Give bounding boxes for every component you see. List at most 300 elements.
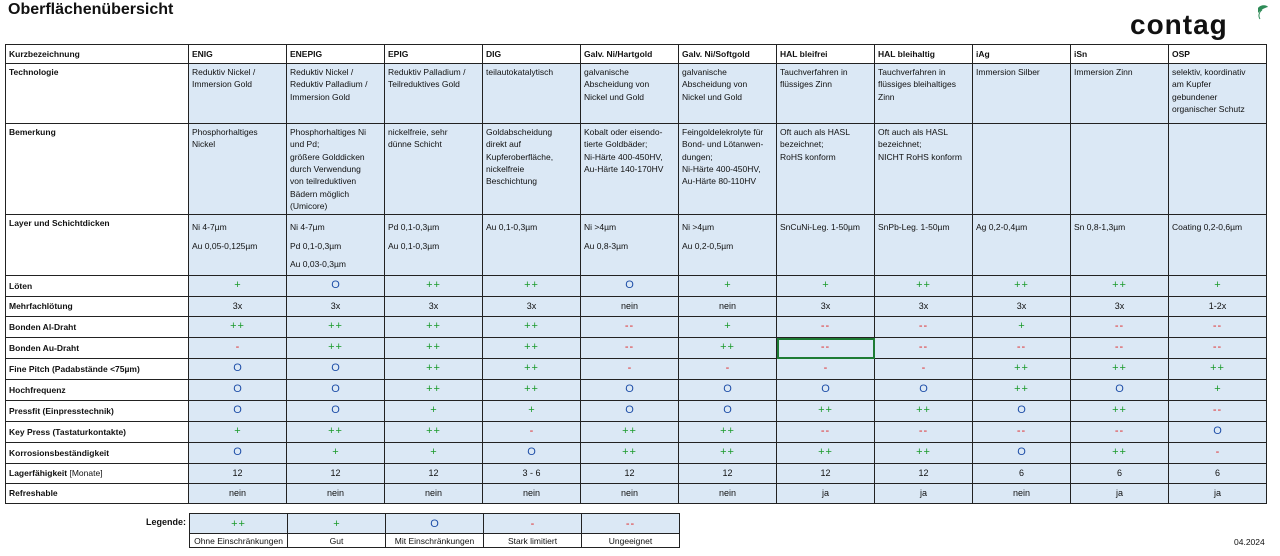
rating-cell[interactable] [483, 463, 581, 483]
table-cell[interactable] [973, 215, 1071, 276]
rating-cell[interactable] [581, 338, 679, 359]
rating-cell[interactable] [287, 317, 385, 338]
cell-value: 12 [918, 467, 929, 478]
rating-cell[interactable] [679, 359, 777, 380]
table-cell[interactable] [777, 124, 875, 215]
rating-cell[interactable] [875, 442, 973, 463]
rating-cell[interactable] [385, 338, 483, 359]
row-label[interactable] [6, 317, 189, 338]
rating-cell[interactable] [875, 400, 973, 421]
rating-symbol: -- [918, 320, 929, 333]
rating-cell[interactable] [385, 297, 483, 317]
rating-cell[interactable] [1169, 338, 1267, 359]
rating-cell[interactable] [287, 359, 385, 380]
rating-cell[interactable] [679, 483, 777, 503]
rating-cell[interactable] [483, 400, 581, 421]
table-cell[interactable] [287, 215, 385, 276]
rating-cell[interactable] [875, 338, 973, 359]
rating-symbol: - [627, 362, 632, 374]
column-header-text: Galv. Ni/Softgold [682, 48, 750, 59]
rating-symbol: -- [1114, 341, 1125, 354]
rating-cell[interactable] [483, 338, 581, 359]
rating-cell[interactable] [483, 379, 581, 400]
column-header[interactable] [385, 45, 483, 64]
row-label[interactable] [6, 359, 189, 380]
rating-cell[interactable] [973, 463, 1071, 483]
rating-cell[interactable] [189, 379, 287, 400]
rating-cell[interactable] [875, 421, 973, 442]
rating-cell[interactable] [287, 297, 385, 317]
cell-line: dungen; [682, 151, 713, 162]
cell-line: SnPb-Leg. 1-50µm [878, 222, 950, 233]
rating-cell[interactable] [1169, 379, 1267, 400]
cell-value: nein [228, 487, 246, 498]
cell-line: Au 0,8-3µm [584, 240, 629, 251]
column-header-text: Galv. Ni/Hartgold [584, 48, 653, 59]
rating-cell[interactable] [1071, 297, 1169, 317]
rating-cell[interactable] [385, 483, 483, 503]
rating-cell[interactable] [581, 379, 679, 400]
row-label[interactable] [6, 442, 189, 463]
cell-value: ja [821, 487, 829, 498]
rating-cell[interactable] [287, 400, 385, 421]
legend-symbol-cell [484, 514, 582, 534]
row-label-text: Bonden Al-Draht [9, 321, 77, 332]
rating-cell[interactable] [189, 463, 287, 483]
table-cell[interactable] [287, 64, 385, 124]
row-label-text: Technologie [9, 67, 59, 77]
legend-symbol-cell [386, 514, 484, 534]
table-cell[interactable] [679, 124, 777, 215]
row-label[interactable] [6, 463, 189, 483]
table-cell[interactable] [777, 64, 875, 124]
rating-symbol: ++ [426, 362, 441, 374]
row-label[interactable] [6, 483, 189, 503]
rating-symbol: O [331, 382, 340, 395]
row-label-text: Lagerfähigkeit [9, 468, 68, 479]
legend-text-cell [190, 534, 288, 548]
cell-line: Reduktiv Nickel / [290, 67, 354, 77]
rating-symbol: -- [1212, 320, 1223, 333]
rating-symbol: + [234, 424, 241, 437]
column-header-text: iSn [1074, 48, 1088, 59]
table-cell[interactable] [1169, 215, 1267, 276]
table-cell[interactable] [973, 64, 1071, 124]
rating-symbol: O [1017, 445, 1026, 458]
table-cell[interactable] [385, 64, 483, 124]
rating-cell[interactable] [679, 317, 777, 338]
cell-value: 12 [820, 467, 831, 478]
cell-value: 1-2x [1208, 301, 1227, 312]
cell-line: Reduktiv Palladium / [290, 79, 368, 90]
table-cell[interactable] [1071, 215, 1169, 276]
rating-cell[interactable] [483, 317, 581, 338]
legend-text: Mit Einschränkungen [394, 535, 475, 546]
rating-cell[interactable] [1169, 297, 1267, 317]
cell-line: teilautokatalytisch [486, 67, 554, 77]
rating-cell[interactable] [385, 359, 483, 380]
cell-line: direkt auf [486, 139, 521, 150]
rating-cell[interactable] [1169, 442, 1267, 463]
table-cell[interactable] [1169, 64, 1267, 124]
row-label[interactable] [6, 64, 189, 124]
column-header[interactable] [189, 45, 287, 64]
column-header[interactable] [1169, 45, 1267, 64]
rating-symbol: -- [820, 424, 831, 437]
rating-cell[interactable] [287, 483, 385, 503]
rating-cell[interactable] [287, 421, 385, 442]
rating-cell[interactable] [1169, 463, 1267, 483]
rating-cell[interactable] [581, 297, 679, 317]
rating-cell[interactable] [679, 338, 777, 359]
cell-value: 6 [1116, 467, 1122, 478]
rating-cell[interactable] [189, 400, 287, 421]
rating-cell[interactable] [973, 317, 1071, 338]
table-row [6, 64, 1267, 124]
rating-cell[interactable] [287, 379, 385, 400]
cell-line: Immersion Gold [290, 91, 350, 102]
rating-symbol: ++ [328, 424, 343, 437]
cell-value: 3x [820, 301, 831, 312]
rating-cell[interactable] [679, 297, 777, 317]
rating-cell[interactable] [875, 317, 973, 338]
rating-cell[interactable] [973, 297, 1071, 317]
table-cell[interactable] [581, 124, 679, 215]
table-cell[interactable] [287, 124, 385, 215]
table-cell[interactable] [1169, 124, 1267, 215]
rating-symbol: O [527, 445, 536, 458]
rating-cell[interactable] [1169, 483, 1267, 503]
rating-cell[interactable] [385, 421, 483, 442]
cell-line: Au 0,03-0,3µm [290, 258, 346, 269]
rating-cell[interactable] [875, 297, 973, 317]
rating-cell[interactable] [973, 276, 1071, 297]
cell-value: 3x [526, 301, 537, 312]
rating-cell[interactable] [189, 297, 287, 317]
cell-value: 12 [722, 467, 733, 478]
rating-cell[interactable] [189, 276, 287, 297]
cell-value: nein [718, 301, 736, 312]
cell-line: Coating 0,2-0,6µm [1172, 222, 1243, 233]
column-header[interactable] [483, 45, 581, 64]
rating-cell[interactable] [189, 338, 287, 359]
row-label[interactable] [6, 124, 189, 215]
row-label[interactable] [6, 297, 189, 317]
cell-value: 3x [1016, 301, 1027, 312]
rating-cell[interactable] [679, 442, 777, 463]
rating-symbol: -- [1212, 403, 1223, 416]
cell-value: 3x [918, 301, 929, 312]
rating-cell[interactable] [189, 442, 287, 463]
table-cell[interactable] [973, 124, 1071, 215]
rating-cell[interactable] [385, 317, 483, 338]
rating-cell[interactable] [189, 317, 287, 338]
rating-symbol: O [233, 382, 242, 395]
rating-cell[interactable] [581, 463, 679, 483]
table-cell[interactable] [875, 64, 973, 124]
rating-cell[interactable] [777, 317, 875, 338]
cell-line: größere Golddicken [290, 151, 365, 162]
table-row [6, 463, 1267, 483]
rating-cell[interactable] [1071, 338, 1169, 359]
rating-symbol: ++ [1014, 382, 1029, 395]
table-cell[interactable] [189, 124, 287, 215]
row-label-text: Fine Pitch (Padabstände <75µm) [9, 363, 140, 374]
rating-symbol: ++ [818, 445, 833, 458]
table-row [6, 442, 1267, 463]
rating-cell[interactable] [875, 276, 973, 297]
row-label[interactable] [6, 379, 189, 400]
rating-symbol: -- [918, 341, 929, 354]
legend-symbol: -- [625, 517, 636, 530]
rating-cell[interactable] [777, 379, 875, 400]
row-label-text: Hochfrequenz [9, 384, 66, 395]
column-header-text: ENIG [192, 48, 213, 59]
cell-line: NICHT RoHS konform [878, 151, 962, 162]
rating-symbol: ++ [1112, 403, 1127, 416]
rating-symbol: O [625, 382, 634, 395]
table-cell[interactable] [581, 215, 679, 276]
cell-value: 12 [232, 467, 243, 478]
table-cell[interactable] [385, 124, 483, 215]
table-cell[interactable] [679, 215, 777, 276]
table-cell[interactable] [1071, 64, 1169, 124]
rating-symbol: ++ [328, 320, 343, 333]
rating-cell[interactable] [875, 483, 973, 503]
column-header[interactable] [973, 45, 1071, 64]
table-row [6, 421, 1267, 442]
cell-line: Ag 0,2-0,4µm [976, 222, 1028, 233]
rating-cell[interactable] [1071, 359, 1169, 380]
cell-line: Kobalt oder eisendo- [584, 127, 663, 137]
rating-cell[interactable] [1169, 359, 1267, 380]
rating-cell[interactable] [973, 483, 1071, 503]
rating-cell[interactable] [581, 359, 679, 380]
rating-cell[interactable] [385, 442, 483, 463]
cell-value: nein [718, 487, 736, 498]
rating-cell[interactable] [777, 359, 875, 380]
column-header-text: HAL bleifrei [780, 48, 828, 59]
rating-symbol: O [1017, 403, 1026, 416]
rating-cell[interactable] [1071, 463, 1169, 483]
table-cell[interactable] [189, 215, 287, 276]
rating-cell[interactable] [973, 421, 1071, 442]
rating-symbol: -- [624, 320, 635, 333]
legend-symbol: O [430, 517, 439, 530]
table-cell[interactable] [875, 124, 973, 215]
rating-cell[interactable] [973, 379, 1071, 400]
rating-symbol: - [823, 362, 828, 374]
rating-cell[interactable] [1071, 400, 1169, 421]
rating-cell[interactable] [483, 276, 581, 297]
rating-symbol: ++ [720, 341, 735, 354]
cell-value: nein [1012, 487, 1030, 498]
rating-cell[interactable] [189, 421, 287, 442]
cell-line: galvanische [682, 67, 727, 77]
rating-cell[interactable] [679, 379, 777, 400]
rating-cell[interactable] [777, 338, 875, 359]
cell-line: Ni 4-7µm [192, 222, 227, 233]
rating-cell[interactable] [1169, 421, 1267, 442]
rating-cell[interactable] [287, 338, 385, 359]
row-label[interactable] [6, 421, 189, 442]
rating-cell[interactable] [1071, 276, 1169, 297]
column-header-text: OSP [1172, 48, 1190, 59]
table-cell[interactable] [581, 64, 679, 124]
rating-cell[interactable] [1169, 317, 1267, 338]
rating-cell[interactable] [287, 276, 385, 297]
cell-line: Zinn [878, 91, 895, 102]
table-cell[interactable] [483, 64, 581, 124]
rating-cell[interactable] [1071, 442, 1169, 463]
rating-cell[interactable] [385, 400, 483, 421]
rating-symbol: O [821, 382, 830, 395]
rating-cell[interactable] [777, 483, 875, 503]
row-label[interactable] [6, 45, 189, 64]
cell-value: 6 [1214, 467, 1220, 478]
cell-line: am Kupfer [1172, 79, 1212, 90]
legend-symbol: + [333, 517, 340, 530]
row-label[interactable] [6, 400, 189, 421]
cell-line: Pd 0,1-0,3µm [290, 240, 342, 251]
legend-symbol-cell [288, 514, 386, 534]
row-label[interactable] [6, 338, 189, 359]
legend-text: Gut [329, 535, 344, 546]
cell-value: ja [919, 487, 927, 498]
table-row [6, 400, 1267, 421]
rating-symbol: O [723, 403, 732, 416]
rating-cell[interactable] [1169, 276, 1267, 297]
rating-cell[interactable] [189, 359, 287, 380]
rating-cell[interactable] [581, 442, 679, 463]
rating-cell[interactable] [385, 379, 483, 400]
rating-cell[interactable] [777, 463, 875, 483]
cell-line: gebundener [1172, 91, 1218, 102]
logo-wordmark: contag [1130, 9, 1228, 40]
rating-symbol: O [625, 403, 634, 416]
cell-line: dünne Schicht [388, 139, 442, 150]
rating-symbol: O [1115, 382, 1124, 395]
rating-cell[interactable] [1071, 483, 1169, 503]
page-title: Oberflächenübersicht [8, 1, 174, 18]
cell-line: Phosphorhaltiges Ni [290, 127, 367, 137]
row-label[interactable] [6, 215, 189, 276]
table-row [6, 215, 1267, 276]
rating-cell[interactable] [777, 276, 875, 297]
rating-cell[interactable] [777, 297, 875, 317]
cell-line: Bond- und Lötanwen- [682, 139, 764, 150]
cell-line: Au 0,1-0,3µm [486, 222, 538, 233]
table-row [6, 379, 1267, 400]
column-header[interactable] [287, 45, 385, 64]
rating-cell[interactable] [1071, 421, 1169, 442]
rating-cell[interactable] [581, 421, 679, 442]
rating-symbol: ++ [524, 382, 539, 395]
rating-symbol: ++ [426, 320, 441, 333]
rating-symbol: + [822, 279, 829, 292]
rating-cell[interactable] [483, 483, 581, 503]
cell-value: 3x [428, 301, 439, 312]
table-cell[interactable] [189, 64, 287, 124]
rating-cell[interactable] [777, 421, 875, 442]
rating-cell[interactable] [973, 400, 1071, 421]
cell-line: von teilreduktiven [290, 176, 357, 187]
table-cell[interactable] [777, 215, 875, 276]
rating-cell[interactable] [679, 421, 777, 442]
rating-cell[interactable] [973, 338, 1071, 359]
cell-line: Au-Härte 140-170HV [584, 163, 664, 174]
rating-cell[interactable] [875, 359, 973, 380]
rating-cell[interactable] [679, 463, 777, 483]
table-cell[interactable] [483, 124, 581, 215]
rating-symbol: O [1213, 424, 1222, 437]
rating-cell[interactable] [777, 442, 875, 463]
rating-symbol: -- [1212, 341, 1223, 354]
table-cell[interactable] [385, 215, 483, 276]
rating-cell[interactable] [483, 442, 581, 463]
column-header[interactable] [875, 45, 973, 64]
table-cell[interactable] [679, 64, 777, 124]
rating-cell[interactable] [385, 463, 483, 483]
column-header[interactable] [679, 45, 777, 64]
rating-symbol: ++ [1112, 445, 1127, 458]
rating-cell[interactable] [1071, 317, 1169, 338]
rating-symbol: ++ [622, 424, 637, 437]
column-header[interactable] [777, 45, 875, 64]
rating-symbol: + [430, 403, 437, 416]
row-label[interactable] [6, 276, 189, 297]
rating-cell[interactable] [1071, 379, 1169, 400]
rating-cell[interactable] [483, 421, 581, 442]
rating-cell[interactable] [581, 276, 679, 297]
cell-value: 6 [1018, 467, 1024, 478]
rating-cell[interactable] [679, 400, 777, 421]
table-row [6, 338, 1267, 359]
table-cell[interactable] [483, 215, 581, 276]
rating-symbol: ++ [426, 341, 441, 354]
column-header[interactable] [581, 45, 679, 64]
header-row [6, 45, 1267, 64]
rating-cell[interactable] [777, 400, 875, 421]
rating-cell[interactable] [385, 276, 483, 297]
rating-cell[interactable] [189, 483, 287, 503]
rating-symbol: -- [820, 320, 831, 333]
rating-symbol: ++ [916, 279, 931, 292]
cell-line: Ni >4µm [584, 222, 617, 233]
rating-cell[interactable] [287, 442, 385, 463]
cell-line: Immersion Gold [192, 79, 252, 90]
rating-cell[interactable] [1169, 400, 1267, 421]
rating-symbol: -- [1114, 320, 1125, 333]
rating-cell[interactable] [581, 483, 679, 503]
rating-cell[interactable] [679, 276, 777, 297]
rating-symbol: ++ [622, 445, 637, 458]
table-cell[interactable] [875, 215, 973, 276]
rating-symbol: ++ [720, 445, 735, 458]
rating-cell[interactable] [581, 317, 679, 338]
rating-cell[interactable] [875, 379, 973, 400]
rating-cell[interactable] [973, 442, 1071, 463]
rating-cell[interactable] [483, 359, 581, 380]
rating-cell[interactable] [581, 400, 679, 421]
table-cell[interactable] [1071, 124, 1169, 215]
rating-cell[interactable] [287, 463, 385, 483]
cell-line: galvanische [584, 67, 629, 77]
column-header[interactable] [1071, 45, 1169, 64]
rating-cell[interactable] [875, 463, 973, 483]
rating-cell[interactable] [483, 297, 581, 317]
rating-cell[interactable] [973, 359, 1071, 380]
